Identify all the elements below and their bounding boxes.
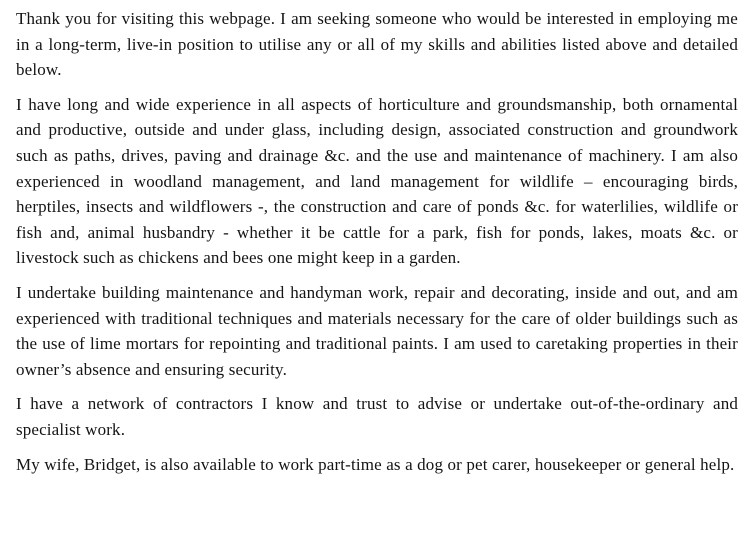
- contractors-paragraph: I have a network of contractors I know and trust to advise or undertake out-of-the-ordinary and specialist work.: [16, 394, 738, 439]
- building-maintenance-paragraph: I undertake building maintenance and handyman work, repair and decorating, inside and out, and am experienced with traditional techniques and materials necessary for the care of older buildings such as the use of lime mortars for repointing and traditional paints. I am used to caretaking properties in their owner’s absence and ensuring security.: [16, 282, 738, 379]
- page-content: [16, 6, 738, 486]
- intro-paragraph: Thank you for visiting this webpage. I am seeking someone who would be interested in employing me in a long-term, live-in position to utilise any or all of my skills and abilities listed above and detailed below.: [16, 9, 738, 80]
- horticulture-paragraph: I have long and wide experience in all aspects of horticulture and groundsmanship, both ornamental and productive, outside and under glass, including design, associated construction and groundwork such as paths, drives, paving and drainage &c. and the use and maintenance of machinery. I am also experienced in woodland management, and land management for wildlife – encouraging birds, herptiles, insects and wildflowers -, the construction and care of ponds &c. for waterlilies, wildlife or fish and, animal husbandry - whether it be cattle for a park, fish for ponds, lakes, moats &c. or livestock such as chickens and bees one might keep in a garden.: [16, 94, 738, 268]
- wife-paragraph: My wife, Bridget, is also available to work part-time as a dog or pet carer, housekeeper or general help.: [16, 454, 735, 474]
